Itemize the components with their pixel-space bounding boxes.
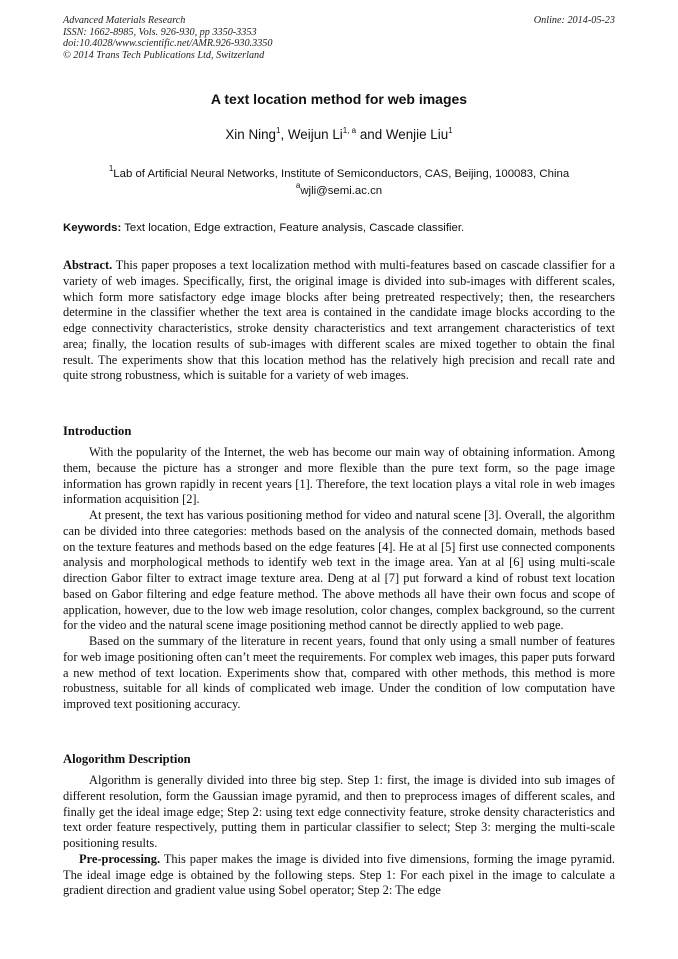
doi-line: doi:10.4028/www.scientific.net/AMR.926-930.3350 <box>63 38 273 50</box>
affiliation-superscript: 1 <box>108 164 114 173</box>
keywords-text: Text location, Edge extraction, Feature analysis, Cascade classifier. <box>121 222 465 234</box>
keywords-label: Keywords: <box>63 222 122 234</box>
paragraph: Algorithm is generally divided into three big step. Step 1: first, the image is divided into sub images of different resolution, form the Gaussian image pyramid, and then to preprocess images of different scales, and finally get the ideal image edge; Step 2: using text edge connectivity feature, stroke density characteristics and text order feature respectively, putting them in particular classifier to select; Step 3: merging the multi-scale positioning results. <box>63 773 615 850</box>
journal-name: Advanced Materials Research <box>63 15 186 26</box>
author-name: Xin Ning <box>225 127 276 142</box>
abstract-text: This paper proposes a text localization method with multi-features based on cascade classifier for a variety of web images. Specifically, first, the original image is divided into sub-images with different scales, which form more satisfactory edge image blocks after being pretreated respectively; then, the researchers determine in the classifier whether the text area is contained in the candidate image blocks according to the edge connectivity characteristics, stroke density characteristics and text arrangement characteristics of text area; finally, the location results of sub-images with different scales are mixed together to obtain the final result. The experiments show that this location method has the relatively high precision and recall rate and quite strong robustness, which is suitable for a variety of web images. <box>63 258 615 383</box>
paper-title: A text location method for web images <box>210 91 468 107</box>
author-separator: , <box>280 127 288 142</box>
affiliation-text: Lab of Artificial Neural Networks, Institute of Semiconductors, CAS, Beijing, 100083, China <box>113 168 570 180</box>
preprocessing-text: This paper makes the image is divided into five dimensions, forming the image pyramid. The ideal image edge is obtained by the following steps. Step 1: For each pixel in the image to calculate a gradient direction and gradient value using Sobel operator; Step 2: The edge <box>63 851 615 898</box>
journal-header <box>63 15 615 61</box>
abstract-label: Abstract. <box>63 258 113 272</box>
affiliation-block <box>0 166 678 200</box>
author-line <box>0 127 678 142</box>
preprocessing-label: Pre-processing. <box>79 851 161 866</box>
issn-line: ISSN: 1662-8985, Vols. 926-930, pp 3350-3353 <box>63 26 257 38</box>
copyright-line: © 2014 Trans Tech Publications Ltd, Switzerland <box>63 49 265 61</box>
paragraph: At present, the text has various positioning method for video and natural scene [3]. Overall, the algorithm can be divided into three categories: methods based on the analysis of the connected domain, methods based on the texture features and methods based on the edge features [4]. He at al [5] first use connected components analysis and morphological methods to identify web text in the image area. Yan at al [6] using multi-scale direction Gabor filter to extract image texture area. Deng at al [7] put forward a kind of robust text location based on Gabor filtering and edge feature method. The above methods all have their own focus and scope of application, however, due to the low web image resolution, color changes, complex background, so the current for the video and the natural scene image positioning method cannot be directly applied to web page. <box>63 508 615 633</box>
keywords <box>63 222 615 234</box>
author-superscript: 1 <box>276 126 281 135</box>
author-superscript: 1, a <box>342 126 357 135</box>
paragraph: Based on the summary of the literature in recent years, found that only using a small number of features for web image positioning often can’t meet the requirements. For complex web images, this paper puts forward a new method of text location. Experiments show that, compared with other methods, this method is more robustness, suitable for all kinds of complicated web image. Under the condition of low computation have improved text positioning accuracy. <box>63 634 615 711</box>
online-date: Online: 2014-05-23 <box>533 15 615 26</box>
introduction-body <box>63 445 615 713</box>
algorithm-heading: Alogorithm Description <box>63 752 191 766</box>
introduction-heading: Introduction <box>63 424 132 438</box>
author-name: Weijun Li <box>287 127 343 142</box>
author-name: Wenjie Liu <box>385 127 449 142</box>
algorithm-body <box>63 773 615 899</box>
paragraph: With the popularity of the Internet, the web has become our main way of obtaining information. Among them, because the picture has a stronger and more flexible than the pure text form, so the page image information has grown rapidly in recent years [1]. Therefore, the text location plays a vital role in web images information acquisition [2]. <box>63 445 615 507</box>
author-separator: and <box>356 127 386 142</box>
email-address: wjli@semi.ac.cn <box>300 185 383 197</box>
author-superscript: 1 <box>448 126 453 135</box>
abstract-paragraph <box>63 258 615 384</box>
email-superscript: a <box>295 181 301 190</box>
paragraph <box>63 852 615 899</box>
